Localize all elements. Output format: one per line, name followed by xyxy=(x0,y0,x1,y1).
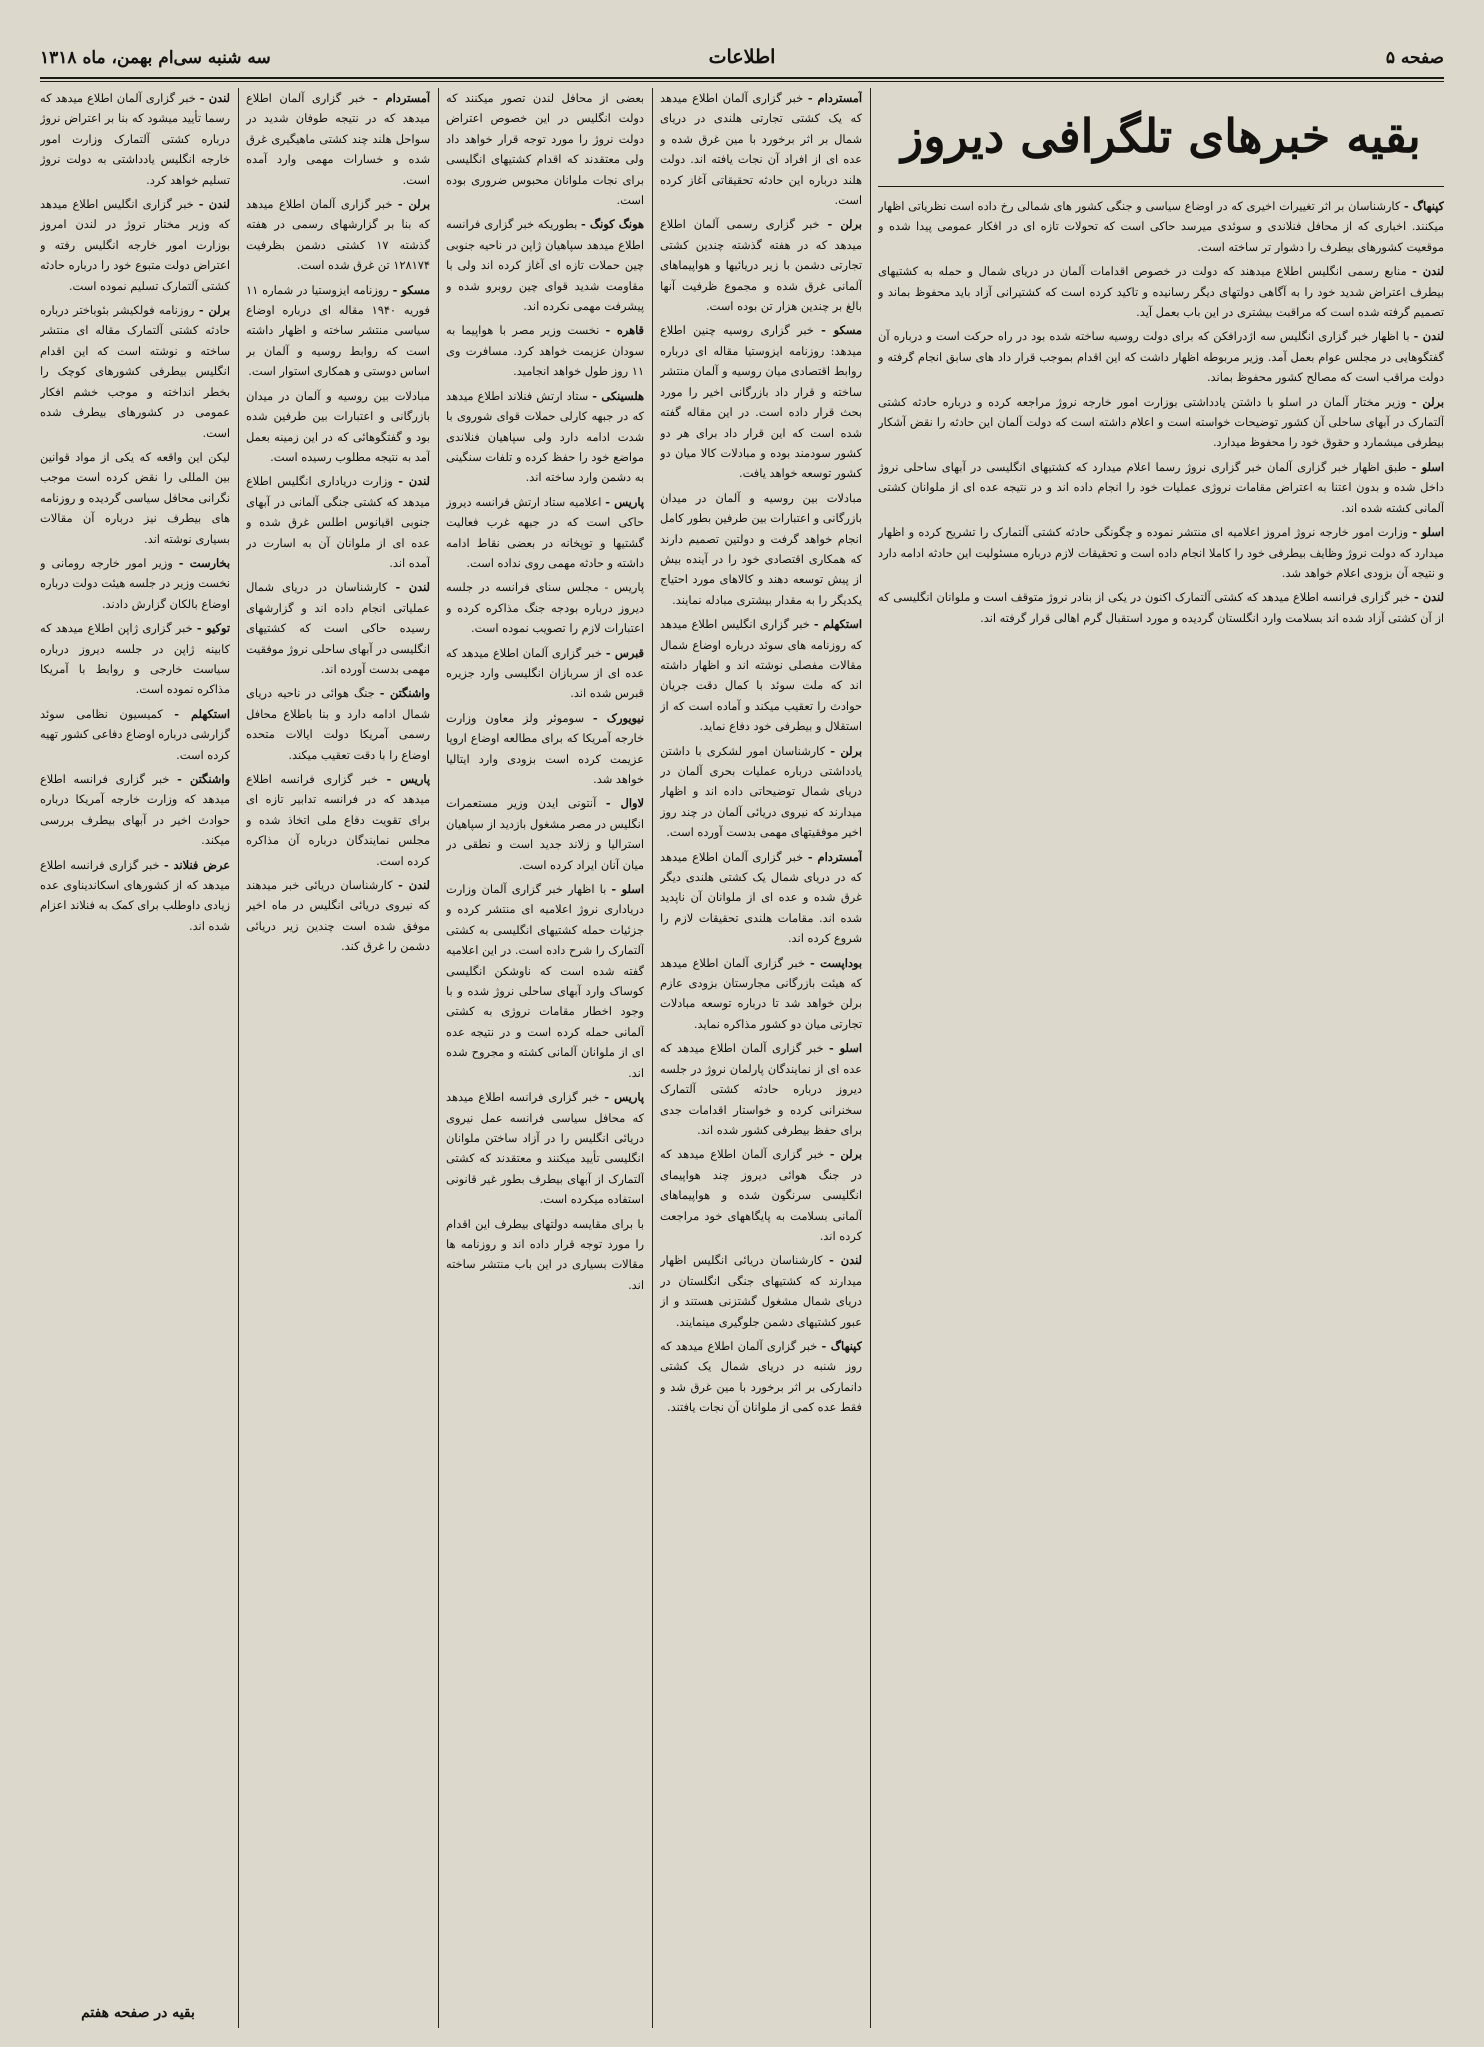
dateline: لندن - xyxy=(1413,590,1444,605)
dateline: واشنگتن - xyxy=(379,686,430,701)
page-number: صفحه ۵ xyxy=(1385,48,1444,68)
news-paragraph xyxy=(660,488,862,610)
news-paragraph xyxy=(40,769,230,851)
news-paragraph xyxy=(40,704,230,765)
dateline: پاریس - xyxy=(604,1090,644,1105)
banner-rule xyxy=(878,186,1444,187)
paragraph-text: مبادلات بین روسیه و آلمان در میدان بازرگانی و اعتبارات بین طرفین بطور کامل انجام خواهد گرفت و دولتین تصمیم دارند که همکاری اقتصادی خود را در آینده بیش از پیش توسعه دهند و کالاهای مورد احتیاج یکدیگر را به مقدار بیشتری مبادله نمایند. xyxy=(660,490,862,607)
dateline: برلن - xyxy=(829,1147,862,1162)
paragraph-text: مبادلات بین روسیه و آلمان در میدان بازرگانی و اعتبارات بین طرفین شده بود و گفتگوهائی که در این زمینه بعمل آمد به نتیجه مطلوب رسیده است. xyxy=(246,388,430,464)
news-paragraph xyxy=(446,320,644,381)
dateline: اسلو - xyxy=(1411,459,1444,474)
dateline: آمستردام - xyxy=(807,849,862,864)
article-column-5 xyxy=(40,88,230,1993)
paragraph-text: خبر گزاری آلمان اطلاع میدهد که بنا بر گزارشهای رسمی در هفته گذشته ۱۷ کشتی دشمن بظرفیت ۱۲۸۱۷۴ تن غرق شده است. xyxy=(246,197,430,273)
dateline: قبرس - xyxy=(605,645,644,660)
paragraph-text: خبر گزاری انگلیس اطلاع میدهد که روزنامه های سوئد درباره اوضاع شمال مقالات مفصلی نوشته اند و اظهار داشته اند که ملت سوئد با کمال دقت جریان حوادث را تعقیب میکند و آماده است که از استقلال و بیطرفی خود دفاع نماید. xyxy=(660,617,862,734)
news-paragraph xyxy=(878,392,1444,453)
paragraph-text: وزیر امور خارجه رومانی و نخست وزیر در جلسه هیئت دولت درباره اوضاع بالکان گزارش دادند. xyxy=(40,555,230,611)
dateline: لندن - xyxy=(1413,329,1444,344)
paragraph-text: خبر گزاری آلمان اطلاع میدهد که در دریای شمال یک کشتی هلندی دیگر غرق شده و عده ای از ملوانان آن ناپدید شده اند. مقامات هلندی تحقیقات لازم را شروع کرده اند. xyxy=(660,849,862,946)
news-paragraph xyxy=(246,471,430,573)
dateline: هونگ کونگ - xyxy=(581,217,644,232)
news-paragraph xyxy=(446,492,644,574)
news-paragraph xyxy=(446,88,644,210)
paragraph-text: وزارت امور خارجه نروژ امروز اعلامیه ای منتشر نموده و چگونگی حادثه کشتی آلتمارک را تشریح کرده و اظهار میدارد که دولت نروژ وظایف بیطرفی خود را کاملا انجام داده است و تحقیقات لازم درباره مسئولیت این حادثه ادامه دارد و نتیجه آن بزودی اعلام خواهد شد. xyxy=(878,525,1444,580)
dateline: قاهره - xyxy=(605,323,644,338)
paragraph-text: سوموئر ولز معاون وزارت خارجه آمریکا که برای مطالعه اوضاع اروپا عزیمت کرده است بزودی وارد ایتالیا خواهد شد. xyxy=(446,710,644,786)
news-paragraph xyxy=(246,280,430,382)
news-paragraph xyxy=(878,261,1444,322)
news-paragraph xyxy=(446,214,644,316)
article-column-2 xyxy=(660,88,862,2033)
news-paragraph xyxy=(40,618,230,700)
news-paragraph xyxy=(660,741,862,843)
column-divider xyxy=(438,88,439,2028)
news-paragraph xyxy=(878,196,1444,257)
news-paragraph xyxy=(446,793,644,875)
dateline: لاوال - xyxy=(605,796,644,811)
dateline: عرض فنلاند - xyxy=(164,857,230,872)
header-rule-thin xyxy=(40,81,1444,82)
paragraph-text: کارشناسان دریائی خبر میدهند که نیروی دریائی انگلیس در ماه اخیر موفق شده است چندین زیر دریائی دشمن را غرق کند. xyxy=(246,878,430,954)
paragraph-text: خبر گزاری فرانسه اطلاع میدهد که از کشورهای اسکاندیناوی عده زیادی داوطلب برای کمک به فنلاند اعزام شده اند. xyxy=(40,857,230,933)
dateline: لندن - xyxy=(398,878,430,893)
news-paragraph xyxy=(246,88,430,190)
paragraph-text: خبر گزاری فرانسه اطلاع میدهد که وزارت خارجه آمریکا درباره حوادث اخیر در آبهای بیطرف بررسی میکند. xyxy=(40,772,230,848)
news-paragraph xyxy=(660,953,862,1035)
news-paragraph xyxy=(660,847,862,949)
paragraph-text: خبر گزاری آلمان اطلاع میدهد که رسما تأیید میشود که بنا بر اعتراض نروژ درباره کشتی آلتمارک وزارت امور خارجه انگلیس یادداشتی به دولت نروژ تسلیم خواهد کرد. xyxy=(40,91,230,187)
dateline: برلن - xyxy=(830,743,862,758)
news-paragraph xyxy=(246,386,430,468)
dateline: هلسینکی - xyxy=(592,388,644,403)
news-paragraph xyxy=(446,1214,644,1296)
paragraph-text: با اظهار خبر گزاری انگلیس سه اژدرافکن که برای دولت روسیه ساخته شده بود در راه حرکت است و درباره آن گفتگوهایی در مجلس عوام بعمل آمد. وزیر مربوطه اظهار داشت که این اقدام بموجب قرار داد های سابق انجام گرفته و دولت مراقب است که مصالح کشور محفوظ بماند. xyxy=(878,329,1444,385)
paragraph-text: طبق اظهار خبر گزاری آلمان خبر گزاری نروژ رسما اعلام میدارد که کشتیهای انگلیسی در آبهای ساحلی نروژ داخل شده و بدون اعتنا به اعتراض مقامات نروژی عملیات خود را انجام داده اند و در نتیجه عده ای از ملوانان کشتی آلمانی کشته شده اند. xyxy=(878,459,1444,515)
news-paragraph xyxy=(40,300,230,443)
news-paragraph xyxy=(246,683,430,765)
news-paragraph xyxy=(660,1144,862,1246)
news-paragraph xyxy=(446,879,644,1083)
dateline: اسلو - xyxy=(611,882,644,897)
paragraph-text: خبر گزاری فرانسه اطلاع میدهد که در فرانسه تدابیر تازه ای برای تقویت دفاع ملی اتخاذ شده و مجلس نمایندگان درباره آن مذاکره کرده است. xyxy=(246,772,430,868)
dateline: استکهلم - xyxy=(813,617,862,632)
dateline: آمستردام - xyxy=(807,91,862,105)
paragraph-text: جنگ هوائی در ناحیه دریای شمال ادامه دارد و بنا باطلاع محافل رسمی آمریکا دولت ایالات متحده اوضاع را با دقت تعقیب میکند. xyxy=(246,686,430,762)
news-paragraph xyxy=(878,587,1444,628)
news-paragraph xyxy=(246,875,430,957)
continued-notice: بقیه در صفحه هفتم xyxy=(81,2005,195,2021)
news-paragraph xyxy=(40,447,230,549)
news-paragraph xyxy=(878,326,1444,387)
dateline: کپنهاگ - xyxy=(1404,199,1444,213)
dateline: برلن - xyxy=(397,197,430,212)
news-paragraph xyxy=(40,553,230,614)
news-paragraph xyxy=(660,88,862,210)
paragraph-text: خبر گزاری آلمان اطلاع میدهد که روز شنبه در دریای شمال یک کشتی دانمارکی بر اثر برخورد با مین غرق شد و فقط عده کمی از ملوانان آن نجات یافتند. xyxy=(660,1338,862,1415)
dateline: پاریس - xyxy=(386,772,430,786)
paragraph-text: آنتونی ایدن وزیر مستعمرات انگلیس در مصر مشغول بازدید از سپاهیان استرالیا و زلاند جدید است و نطقی در میان آنان ایراد کرده است. xyxy=(446,796,644,872)
paragraph-text: اعلامیه ستاد ارتش فرانسه دیروز حاکی است که در جبهه غرب فعالیت گشتیها و توپخانه در بعضی نقاط ادامه داشته و حادثه مهمی روی نداده است. xyxy=(446,494,644,570)
paragraph-text: خبر گزاری فرانسه اطلاع میدهد که محافل سیاسی فرانسه عمل نیروی دریائی انگلیس را در آزاد ساختن ملوانان انگلیسی تأیید میکنند و معتقدند که کشتی آلتمارک از آبهای بیطرف بطور غیر قانونی استفاده میکرده است. xyxy=(446,1090,644,1207)
news-paragraph xyxy=(878,522,1444,583)
dateline: لندن - xyxy=(395,580,430,595)
article-column-1 xyxy=(878,196,1444,2033)
news-paragraph xyxy=(246,769,430,871)
paragraph-text: کارشناسان امور لشکری با داشتن یادداشتی درباره عملیات بحری آلمان در دریای شمال توضیحاتی داده اند و اظهار میدارند که نیروی دریائی آلمان در چند روز اخیر موفقیتهای مهمی بدست آورده است. xyxy=(660,743,862,840)
paragraph-text: کارشناسان بر اثر تغییرات اخیری که در اوضاع سیاسی و جنگی کشور های شمالی رخ داده است نظریاتی اظهار میکنند. اخباری که از محافل فنلاندی و سوئدی میرسد حاکی است که تحولات تازه ای در افکار عمومی پیدا شده و موقعیت کشورهای بیطرف را دشوار تر ساخته است. xyxy=(878,199,1444,254)
dateline: پاریس - xyxy=(605,494,644,509)
paragraph-text: خبر گزاری فرانسه اطلاع میدهد که کشتی آلتمارک اکنون در یکی از بنادر نروژ متوقف است و ملوانان انگلیسی که از آن کشتی آزاد شده اند بسلامت وارد انگلستان گردیده و مورد استقبال گرم اهالی قرار گرفته اند. xyxy=(878,590,1444,625)
paragraph-text: خبر گزاری آلمان اطلاع میدهد که عده ای از سربازان انگلیسی وارد جزیره قبرس شده اند. xyxy=(446,645,644,701)
column-divider xyxy=(652,88,653,2028)
dateline: اسلو - xyxy=(1412,525,1444,540)
paragraph-text: کارشناسان دریائی انگلیس اظهار میدارند که کشتیهای جنگی انگلستان در دریای شمال مشغول گشتزنی هستند و از عبور کشتیهای دشمن جلوگیری مینمایند. xyxy=(660,1253,862,1329)
news-paragraph xyxy=(446,708,644,790)
paragraph-text: خبر گزاری ژاپن اطلاع میدهد که کابینه ژاپن در جلسه دیروز درباره سیاست خارجی و روابط با آمریکا مذاکره نموده است. xyxy=(40,621,230,697)
news-paragraph xyxy=(660,1250,862,1332)
news-paragraph xyxy=(246,577,430,679)
paragraph-text: خبر گزاری روسیه چنین اطلاع میدهد: روزنامه ایزوستیا مقاله ای درباره روابط اقتصادی میان روسیه و آلمان منتشر ساخته و قرار داد بازرگانی اخیر را مورد بحث قرار داده است. در این مقاله گفته شده است که این قرار داد برای هر دو کشور سودمند بوده و مبادلات کالا میان دو کشور توسعه خواهد یافت. xyxy=(660,323,862,481)
header-rule xyxy=(40,77,1444,79)
newspaper-name: اطلاعات xyxy=(708,46,776,68)
paragraph-text: منابع رسمی انگلیس اطلاع میدهند که دولت در خصوص اقدامات آلمان در دریای شمال و حمله به کشتیهای بیطرف اعتراض شدید خود را به آگاهی دولتهای دیگر رسانیده و تاکید کرده است که کشتیرانی آزاد باید محفوظ بماند و تصمیم گرفته شده است که مراقبت بیشتری در این باب بعمل آید. xyxy=(878,264,1444,320)
dateline: بوداپست - xyxy=(810,955,862,970)
news-paragraph xyxy=(660,614,862,736)
paragraph-text: خبر گزاری آلمان اطلاع میدهد که هیئت بازرگانی مجارستان بزودی عازم برلن خواهد شد تا درباره توسعه مبادلات تجارتی میان دو کشور مذاکره نماید. xyxy=(660,955,862,1031)
dateline: اسلو - xyxy=(829,1041,862,1056)
news-paragraph xyxy=(446,577,644,638)
column-divider xyxy=(238,88,239,2028)
paragraph-text: با اظهار خبر گزاری آلمان وزارت دریاداری نروژ اعلامیه ای منتشر کرده و جزئیات حمله کشتیهای انگلیسی به کشتی آلتمارک را شرح داده است. در این اعلامیه گفته شده است که ناوشکن انگلیسی کوساک وارد آبهای ساحلی نروژ شده و با وجود اخطار مقامات نروژی به کشتی آلمانی حمله کرده است و در نتیجه عده ای از ملوانان آلمانی کشته و مجروح شده اند. xyxy=(446,882,644,1080)
dateline: لندن - xyxy=(398,474,430,489)
news-paragraph xyxy=(878,457,1444,518)
article-column-4 xyxy=(246,88,430,2033)
page-header xyxy=(40,44,1444,72)
paragraph-text: خبر گزاری آلمان اطلاع میدهد که در نتیجه طوفان شدید در سواحل هلند چند کشتی ماهیگیری غرق شده و خسارات مهمی وارد آمده است. xyxy=(246,91,430,187)
paragraph-text: ستاد ارتش فنلاند اطلاع میدهد که در جبهه کارلی حملات قوای شوروی با شدت ادامه دارد ولی سپاهیان فنلاندی مواضع خود را حفظ کرده و تلفات سنگینی به دشمن وارد ساخته اند. xyxy=(446,388,644,485)
dateline: آمستردام - xyxy=(372,91,430,105)
paragraph-text: نخست وزیر مصر با هواپیما به سودان عزیمت خواهد کرد. مسافرت وی ۱۱ روز طول خواهد انجامید. xyxy=(446,323,644,379)
dateline: استکهلم - xyxy=(174,706,230,721)
dateline: مسکو - xyxy=(392,282,430,297)
news-paragraph xyxy=(40,194,230,296)
paragraph-text: روزنامه ایزوستیا در شماره ۱۱ فوریه ۱۹۴۰ مقاله ای درباره اوضاع سیاسی منتشر ساخته و اظهار داشته است که روابط روسیه و آلمان بر اساس دوستی و همکاری استوار است. xyxy=(246,282,430,379)
news-paragraph xyxy=(40,855,230,937)
news-paragraph xyxy=(446,643,644,704)
dateline: توکیو - xyxy=(196,621,230,636)
paragraph-text: بعضی از محافل لندن تصور میکنند که دولت انگلیس در این خصوص اعتراض دولت نروژ را مورد توجه قرار خواهد داد ولی معتقدند که اقدام کشتیهای انگلیسی برای نجات ملوانان محبوس ضروری بوده است. xyxy=(446,91,644,208)
dateline: برلن - xyxy=(827,217,862,232)
news-paragraph xyxy=(660,1038,862,1140)
article-column-3 xyxy=(446,88,644,2033)
paragraph-text: خبر گزاری آلمان اطلاع میدهد که در جنگ هوائی دیروز چند هواپیمای انگلیسی سرنگون شده و هواپیماهای آلمانی بسلامت به پایگاههای خود مراجعت کرده اند. xyxy=(660,1147,862,1243)
paragraph-text: خبر گزاری آلمان اطلاع میدهد که یک کشتی تجارتی هلندی در دریای شمال بر اثر برخورد با مین غرق شده و عده ای از افراد آن نجات یافته اند. دولت هلند درباره این حادثه تحقیقاتی آغاز کرده است. xyxy=(660,91,862,208)
dateline: برلن - xyxy=(198,303,230,318)
paragraph-text: روزنامه فولکیشر بئوباختر درباره حادثه کشتی آلتمارک مقاله ای منتشر ساخته و نوشته است که این اقدام انگلیس بیطرفی کشورهای کوچک را بخطر انداخته و موجب خشم افکار عمومی در کشورهای بیطرف شده است. xyxy=(40,303,230,440)
news-paragraph xyxy=(660,320,862,483)
news-paragraph xyxy=(446,1087,644,1209)
dateline: واشنگتن - xyxy=(177,772,230,786)
paragraph-text: خبر گزاری انگلیس اطلاع میدهد که وزیر مختار نروژ در لندن امروز بوزارت امور خارجه انگلیس رفته و اعتراض دولت متبوع خود را درباره حادثه کشتی آلتمارک تسلیم نموده است. xyxy=(40,197,230,293)
dateline: بخارست - xyxy=(178,555,230,570)
news-paragraph xyxy=(446,386,644,488)
dateline: مسکو - xyxy=(821,323,862,338)
paragraph-text: کارشناسان در دریای شمال عملیاتی انجام داده اند و گزارشهای رسیده حاکی است که کشتیهای انگلیسی در آبهای ساحلی نروژ موفقیت مهمی بدست آورده اند. xyxy=(246,580,430,676)
paragraph-text: خبر گزاری آلمان اطلاع میدهد که عده ای از نمایندگان پارلمان نروژ در جلسه دیروز درباره حادثه کشتی آلتمارک سخنرانی کرده و خواستار اقدامات جدی برای حفظ بیطرفی کشور شده اند. xyxy=(660,1041,862,1137)
news-paragraph xyxy=(660,1336,862,1418)
dateline: لندن - xyxy=(829,1253,862,1268)
news-paragraph xyxy=(660,214,862,316)
issue-date: سه شنبه سی‌ام بهمن، ماه ۱۳۱۸ xyxy=(40,48,271,68)
dateline: برلن - xyxy=(1411,394,1444,409)
dateline: لندن - xyxy=(199,91,230,105)
dateline: لندن - xyxy=(198,197,230,212)
paragraph-text: بطوریکه خبر گزاری فرانسه اطلاع میدهد سپاهیان ژاپن در ناحیه جنوبی چین حملات تازه ای آغاز کرده اند ولی با مقاومت شدید قوای چین روبرو شده و پیشرفت مهمی نکرده اند. xyxy=(446,217,644,314)
dateline: نیویورک - xyxy=(592,710,644,725)
dateline: لندن - xyxy=(1412,264,1444,279)
news-paragraph xyxy=(246,194,430,276)
column-divider xyxy=(870,88,871,2028)
banner-headline: بقیه خبرهای تلگرافی دیروز xyxy=(901,109,1421,163)
paragraph-text: وزیر مختار آلمان در اسلو با داشتن یادداشتی بوزارت امور خارجه نروژ مراجعه کرده و درباره حادثه کشتی آلتمارک در آبهای ساحلی آن کشور توضیحات خواسته است و اعلام داشته است که دولت آلمان این حادثه را نقض آشکار بیطرفی میشمارد و حقوق خود را محفوظ میدارد. xyxy=(878,394,1444,450)
dateline: کپنهاگ - xyxy=(821,1338,862,1353)
paragraph-text: لیکن این واقعه که یکی از مواد قوانین بین المللی را نقض کرده است موجب نگرانی محافل سیاسی گردیده و روزنامه های بیطرف نیز درباره آن مقالات بسیاری نوشته اند. xyxy=(40,449,230,546)
paragraph-text: خبر گزاری رسمی آلمان اطلاع میدهد که در هفته گذشته چندین کشتی تجارتی دشمن با زیر دریائیها و هواپیماهای آلمانی غرق شده و مجموع ظرفیت آنها بالغ بر چندین هزار تن بوده است. xyxy=(660,217,862,314)
paragraph-text: با برای مقایسه دولتهای بیطرف این اقدام را مورد توجه قرار داده اند و روزنامه ها مقالات بسیاری در این باب منتشر ساخته اند. xyxy=(446,1216,644,1292)
paragraph-text: وزارت دریاداری انگلیس اطلاع میدهد که کشتی جنگی آلمانی در آبهای جنوبی اقیانوس اطلس غرق شده و عده ای از ملوانان آن به اسارت در آمده اند. xyxy=(246,474,430,570)
paragraph-text: پاریس - مجلس سنای فرانسه در جلسه دیروز درباره بودجه جنگ مذاکره کرده و اعتبارات لازم را تصویب نموده است. xyxy=(446,580,644,636)
news-paragraph xyxy=(40,88,230,190)
paragraph-text: کمیسیون نظامی سوئد گزارشی درباره اوضاع دفاعی کشور تهیه کرده است. xyxy=(40,706,230,762)
